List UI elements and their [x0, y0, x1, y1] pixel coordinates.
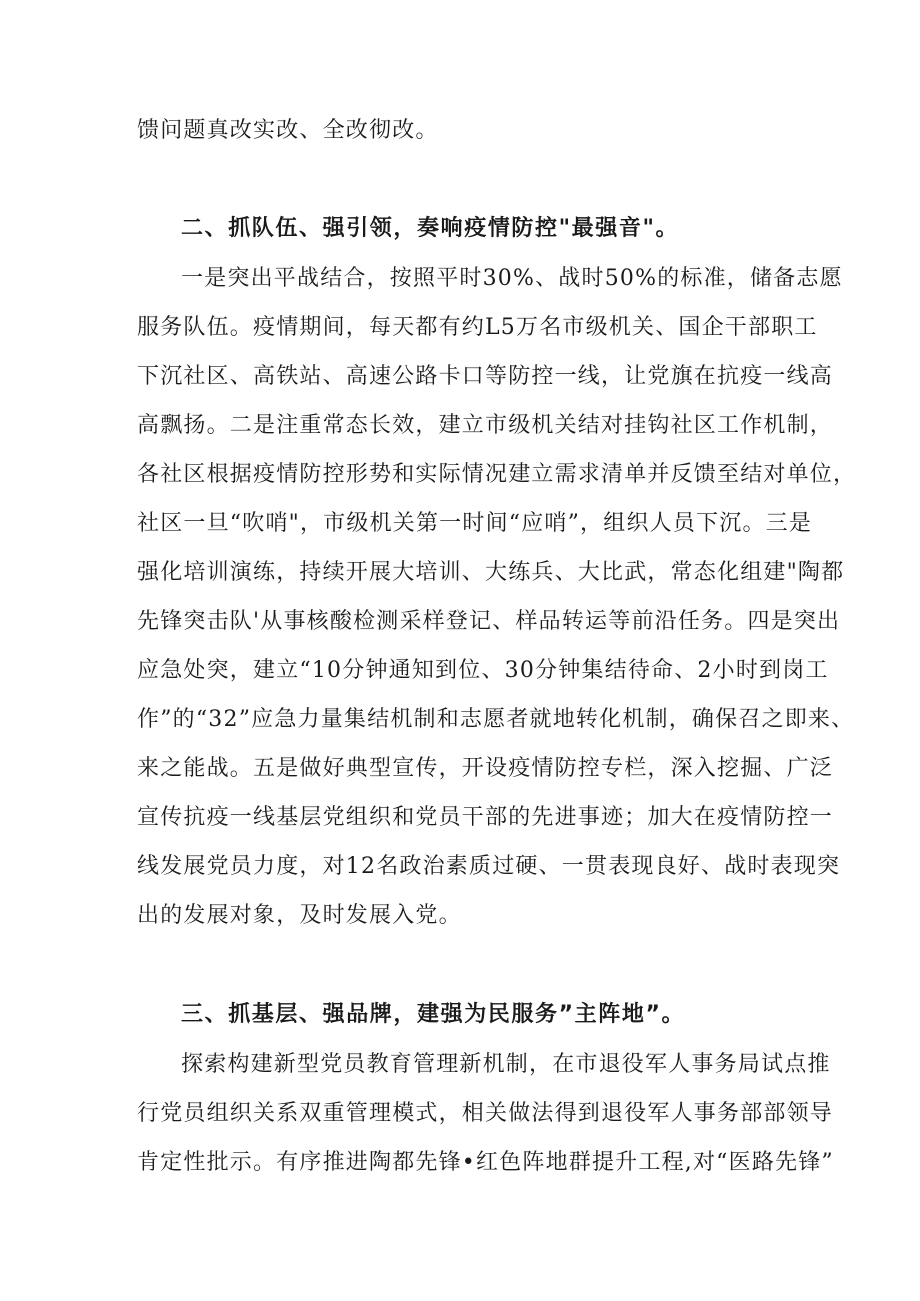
paragraph-line: 先锋突击队'从事核酸检测采样登记、样品转运等前沿任务。四是突出 — [137, 609, 841, 634]
paragraph-line: 一是突出平战结合，按照平时30%、战时50%的标准，储备志愿 — [181, 266, 843, 291]
paragraph-line: 各社区根据疫情防控形势和实际情况建立需求清单并反馈至结对单位， — [137, 462, 857, 487]
paragraph-line: 探索构建新型党员教育管理新机制，在市退役军人事务局试点推 — [181, 1052, 831, 1077]
paragraph-line: 线发展党员力度，对12名政治素质过硬、一贯表现良好、战时表现突 — [137, 854, 841, 879]
paragraph-line: 行党员组织关系双重管理模式，相关做法得到退役军人事务部部领导 — [137, 1101, 834, 1126]
paragraph-line: 应急处突，建立“10分钟通知到位、30分钟集结待命、2小时到岗工 — [137, 658, 829, 683]
paragraph-line: 作”的“32”应急力量集结机制和志愿者就地转化机制，确保召之即来、 — [137, 707, 855, 732]
paragraph-line: 社区一旦“吹哨"，市级机关第一时间“应哨”，组织人员下沉。三是 — [137, 511, 813, 536]
section-heading-3: 三、抓基层、强品牌，建强为民服务”主阵地”。 — [181, 1002, 686, 1027]
paragraph-continuation-line: 馈问题真改实改、全改彻改。 — [137, 118, 439, 143]
paragraph-line: 肯定性批示。有序推进陶都先锋•红色阵地群提升工程,对“医路先锋” — [137, 1150, 834, 1175]
paragraph-line: 宣传抗疫一线基层党组织和党员干部的先进事迹；加大在疫情防控一 — [137, 805, 834, 830]
paragraph-line: 强化培训演练，持续开展大培训、大练兵、大比武，常态化组建"陶都 — [137, 560, 845, 585]
paragraph-line: 下沉社区、高铁站、高速公路卡口等防控一线，让党旗在抗疫一线高 — [137, 364, 834, 389]
paragraph-line: 出的发展对象，及时发展入党。 — [137, 903, 462, 928]
paragraph-line: 高飘扬。二是注重常态长效，建立市级机关结对挂钩社区工作机制， — [137, 413, 834, 438]
paragraph-line: 服务队伍。疫情期间，每天都有约L5万名市级机关、国企干部职工 — [137, 315, 818, 340]
section-heading-2: 二、抓队伍、强引领，奏响疫情防控"最强音"。 — [181, 216, 680, 241]
paragraph-line: 来之能战。五是做好典型宣传，开设疫情防控专栏，深入挖掘、广泛 — [137, 756, 834, 781]
